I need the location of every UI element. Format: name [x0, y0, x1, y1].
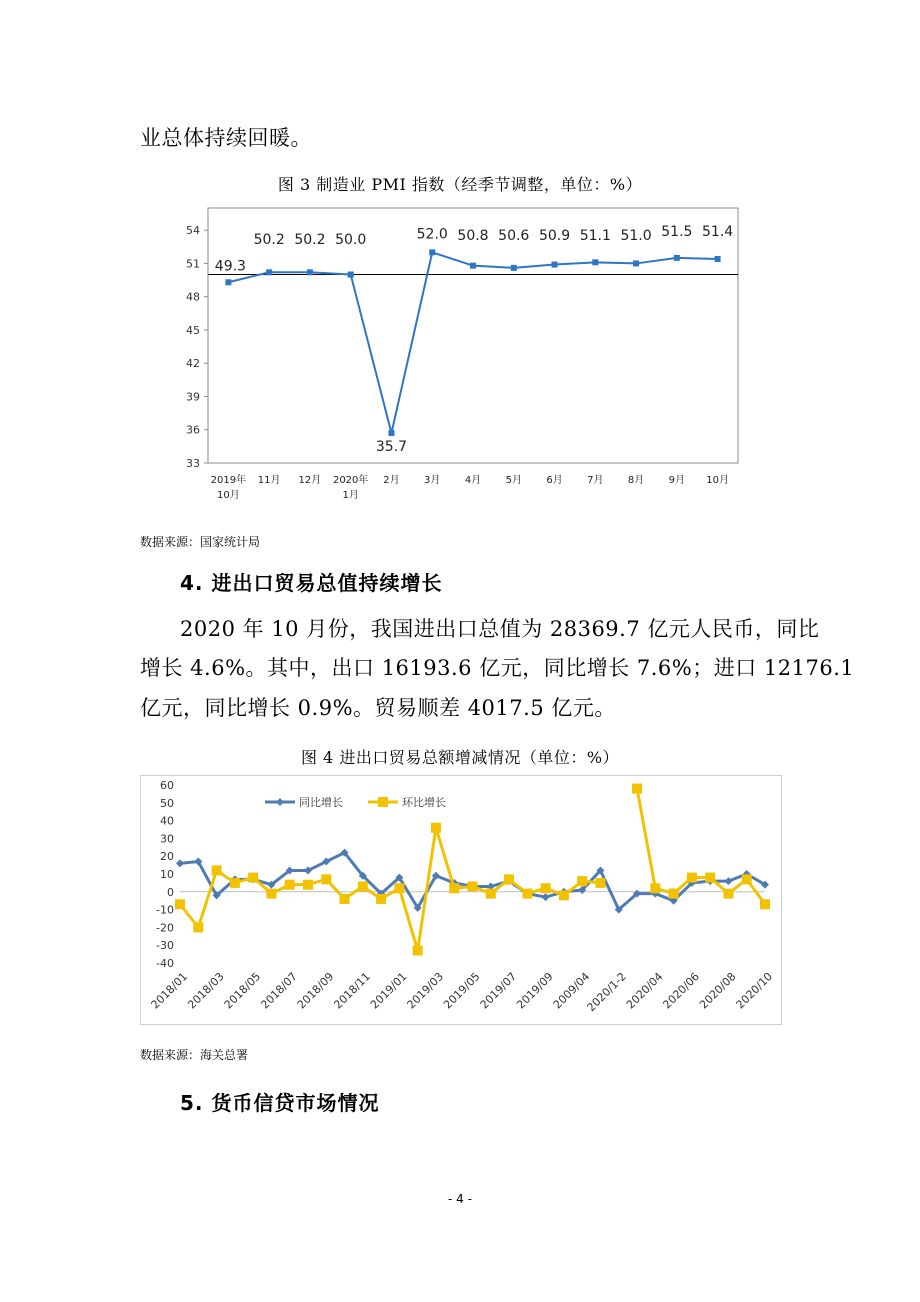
mom-point [358, 881, 368, 891]
mom-point [577, 876, 587, 886]
y-tick-label: 30 [160, 832, 174, 846]
section4-para-line-1: 2020 年 10 月份，我国进出口总值为 28369.7 亿元人民币，同比 [180, 617, 820, 641]
figure4-source: 数据来源：海关总署 [140, 1048, 249, 1062]
mom-point [303, 880, 313, 890]
pmi-data-label: 51.5 [661, 224, 693, 240]
pmi-data-label: 52.0 [416, 226, 448, 243]
x-tick-label: 10月 [217, 490, 240, 501]
mom-point [175, 899, 185, 909]
legend-mom-label: 环比增长 [402, 796, 446, 809]
mom-point [413, 946, 423, 956]
mom-point [230, 878, 240, 888]
mom-point [193, 922, 203, 932]
pmi-point [225, 279, 231, 285]
x-tick-label: 2019/09 [514, 969, 556, 1012]
y-tick-label: 42 [186, 357, 200, 371]
legend-mom-marker [378, 797, 388, 807]
y-tick-label: 20 [160, 850, 174, 864]
y-tick-label: 40 [160, 814, 174, 828]
y-tick-label: 50 [160, 796, 174, 810]
y-tick-label: 39 [186, 390, 200, 404]
figure3-pmi-chart [170, 200, 750, 510]
intro-text: 业总体持续回暖。 [140, 126, 312, 150]
mom-point [340, 894, 350, 904]
x-tick-label: 2020/06 [660, 969, 702, 1012]
y-tick-label: 10 [160, 868, 174, 881]
mom-point [669, 889, 679, 899]
pmi-point [592, 259, 598, 265]
section4-para-line-3: 亿元，同比增长 0.9%。贸易顺差 4017.5 亿元。 [140, 696, 616, 720]
figure3-source: 数据来源：国家统计局 [140, 535, 261, 549]
x-tick-label: 1月 [342, 490, 359, 501]
pmi-point [348, 272, 354, 278]
mom-point [486, 889, 496, 899]
x-tick-label: 2020/10 [733, 969, 776, 1012]
plot-area [208, 208, 738, 463]
x-tick-label: 2019/03 [404, 969, 447, 1012]
mom-point [650, 883, 660, 893]
pmi-data-label: 51.0 [620, 228, 652, 244]
pmi-data-label: 49.3 [214, 258, 246, 275]
y-tick-label: 51 [186, 257, 200, 271]
mom-point [723, 889, 733, 899]
pmi-data-label: 50.2 [294, 232, 326, 248]
pmi-point [388, 430, 394, 436]
x-tick-label: 2020/1-2 [584, 969, 629, 1015]
x-tick-label: 2019/05 [441, 969, 483, 1012]
mom-point [559, 890, 569, 900]
mom-point [742, 874, 752, 884]
x-tick-label: 2020/08 [697, 969, 739, 1012]
mom-point [705, 873, 715, 883]
pmi-point [511, 265, 517, 271]
pmi-point [552, 262, 558, 268]
x-tick-label: 2019/07 [477, 969, 520, 1012]
section5-heading: 5. 货币信贷市场情况 [180, 1091, 380, 1115]
x-tick-label: 8月 [627, 475, 645, 486]
mom-point [449, 883, 459, 893]
mom-point [522, 889, 532, 899]
section4-heading: 4. 进出口贸易总值持续增长 [180, 571, 443, 595]
x-tick-label: 2018/09 [294, 969, 337, 1012]
legend-yoy-label: 同比增长 [299, 796, 343, 809]
y-tick-label: 36 [186, 423, 200, 437]
x-tick-label: 11月 [257, 475, 281, 486]
pmi-point [307, 269, 313, 275]
y-tick-label: -20 [156, 921, 174, 935]
x-tick-label: 6月 [546, 475, 563, 486]
x-tick-label: 2019/01 [367, 969, 410, 1012]
y-tick-label: 45 [186, 323, 200, 337]
x-tick-label: 2009/04 [550, 969, 593, 1012]
mom-point [321, 874, 331, 884]
y-tick-label: 0 [167, 885, 174, 899]
mom-point [632, 784, 642, 794]
y-tick-label: -10 [156, 903, 174, 917]
mom-point [285, 880, 295, 890]
pmi-data-label: 50.0 [335, 232, 367, 248]
y-tick-label: -30 [156, 939, 174, 953]
section4-para-line-2: 增长 4.6%。其中，出口 16193.6 亿元，同比增长 7.6%；进口 12176.1 [140, 656, 855, 680]
page-number: - 4 - [448, 1192, 472, 1206]
pmi-point [429, 249, 435, 255]
mom-point [431, 823, 441, 833]
figure3-caption: 图 3 制造业 PMI 指数（经季节调整，单位：%） [277, 175, 643, 194]
pmi-data-label: 35.7 [375, 439, 408, 456]
pmi-data-label: 50.2 [253, 232, 285, 248]
x-tick-label: 7月 [587, 475, 604, 486]
mom-point [760, 899, 770, 909]
mom-point [687, 873, 697, 883]
mom-point [394, 883, 404, 893]
x-tick-label: 4月 [464, 475, 482, 486]
x-tick-label: 3月 [424, 475, 441, 486]
pmi-data-label: 51.4 [702, 224, 734, 240]
mom-point [376, 894, 386, 904]
x-tick-label: 2020/04 [623, 969, 666, 1012]
figure4-caption: 图 4 进出口贸易总额增减情况（单位：%） [300, 748, 620, 767]
pmi-data-label: 50.8 [457, 228, 489, 244]
y-tick-label: 54 [186, 224, 200, 238]
y-tick-label: 48 [186, 290, 200, 304]
x-tick-label: 2020年 [332, 475, 369, 486]
x-tick-label: 2018/07 [258, 969, 300, 1012]
x-tick-label: 2018/01 [148, 969, 191, 1012]
pmi-point [674, 255, 680, 261]
x-tick-label: 5月 [505, 475, 522, 486]
pmi-point [470, 263, 476, 269]
mom-point [468, 881, 478, 891]
x-tick-label: 2018/05 [221, 969, 264, 1012]
x-tick-label: 2019年 [210, 475, 247, 486]
mom-point [266, 889, 276, 899]
x-tick-label: 2018/11 [331, 969, 373, 1012]
x-tick-label: 12月 [298, 475, 322, 486]
mom-point [595, 878, 605, 888]
x-tick-label: 9月 [668, 475, 686, 486]
y-tick-label: -40 [156, 957, 174, 970]
y-tick-label: 60 [160, 779, 174, 792]
figure4-trade-chart [140, 775, 782, 1025]
mom-point [248, 873, 258, 883]
mom-point [541, 883, 551, 893]
pmi-data-label: 50.6 [498, 228, 530, 244]
x-tick-label: 2018/03 [185, 969, 227, 1012]
pmi-point [266, 269, 272, 275]
x-tick-label: 10月 [706, 475, 729, 486]
mom-point [212, 865, 222, 875]
y-tick-label: 33 [186, 457, 200, 470]
pmi-point [633, 260, 639, 266]
pmi-point [715, 256, 721, 262]
mom-point [504, 874, 514, 884]
pmi-data-label: 51.1 [579, 228, 611, 244]
x-tick-label: 2月 [383, 475, 400, 486]
pmi-data-label: 50.9 [538, 228, 571, 244]
